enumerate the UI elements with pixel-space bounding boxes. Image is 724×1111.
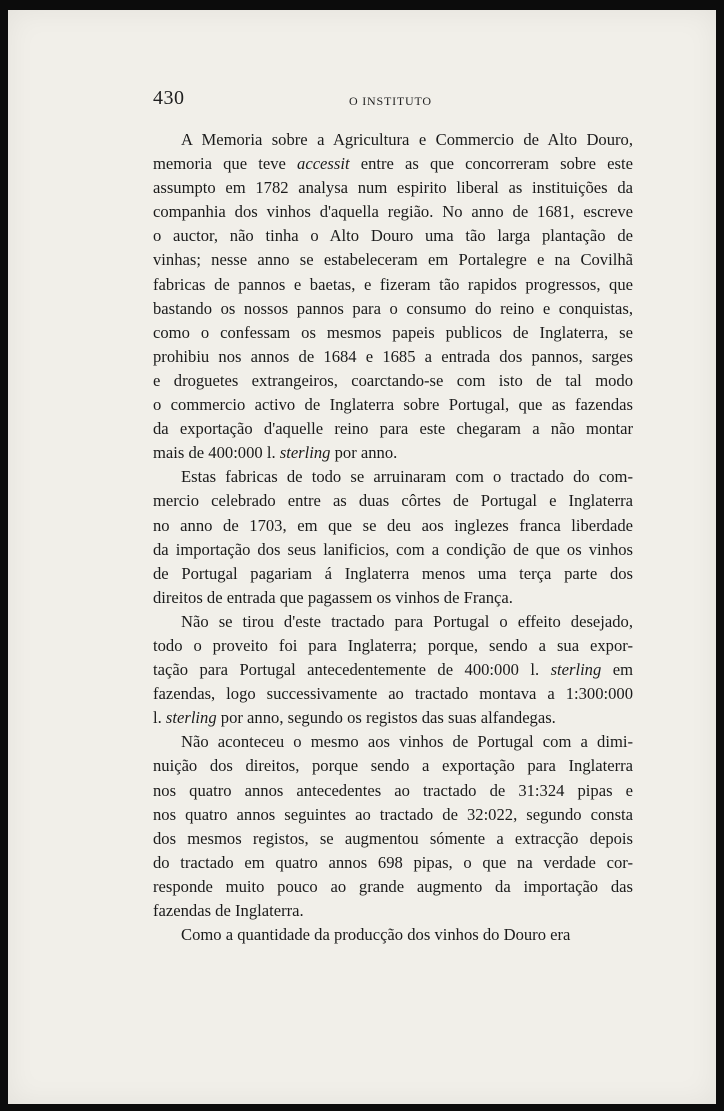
text-line: da importação dos seus lanificios, com a condição de que os vinhos [153, 539, 633, 559]
text-line: responde muito pouco ao grande augmento da importação das [153, 876, 633, 896]
paragraph [153, 610, 633, 730]
text-line: mercio celebrado entre as duas côrtes de Portugal e Inglaterra [153, 491, 633, 511]
text-line: tação para Portugal antecedentemente de 400:000 l. sterling em [153, 660, 633, 680]
text-line: fabricas de pannos e baetas, e fizeram tão rapidos progressos, que [153, 274, 633, 294]
text-line: mais de 400:000 l. sterling por anno. [153, 443, 398, 463]
text-line: Como a quantidade da producção dos vinhos do Douro era [181, 925, 571, 945]
text-line: dos mesmos registos, se augmentou sómente a extracção depois [153, 828, 633, 848]
text-line: A Memoria sobre a Agricultura e Commercio de Alto Douro, [181, 130, 633, 149]
text-line: como o confessam os mesmos papeis publicos de Inglaterra, se [153, 322, 633, 342]
text-line: fazendas de Inglaterra. [153, 901, 304, 920]
running-title: O INSTITUTO [349, 94, 432, 108]
text-line: Não se tirou d'este tractado para Portugal o effeito desejado, [181, 611, 633, 631]
text-line: nos quatro annos antecedentes ao tractado de 31:324 pipas e [153, 780, 633, 800]
text-line: direitos de entrada que pagassem os vinhos de França. [153, 587, 513, 607]
text-line: l. sterling por anno, segundo os registos das suas alfandegas. [153, 708, 556, 728]
text-line: memoria que teve accessit entre as que concorreram sobre este [153, 154, 633, 174]
text-line: assumpto em 1782 analysa num espirito liberal as instituições da [153, 178, 633, 198]
text-line: todo o proveito foi para Inglaterra; porque, sendo a sua expor- [153, 635, 633, 655]
text-line: do tractado em quatro annos 698 pipas, o que na verdade cor- [153, 852, 633, 872]
text-line: Estas fabricas de todo se arruinaram com o tractado do com- [181, 467, 633, 487]
book-page [8, 10, 716, 1104]
text-line: nos quatro annos seguintes ao tractado de 32:022, segundo consta [153, 804, 633, 824]
paragraph [153, 128, 633, 465]
page-header [153, 87, 633, 111]
text-line: nuição dos direitos, porque sendo a exportação para Inglaterra [153, 756, 633, 776]
text-line: vinhas; nesse anno se estabeleceram em Portalegre e na Covilhã [153, 250, 633, 270]
paragraph [153, 465, 633, 610]
paragraph [153, 923, 633, 947]
text-line: Não aconteceu o mesmo aos vinhos de Portugal com a dimi- [181, 732, 633, 752]
page-number: 430 [153, 87, 185, 109]
text-line: de Portugal pagariam á Inglaterra menos uma terça parte dos [153, 563, 633, 583]
text-line: e droguetes extrangeiros, coarctando-se com isto de tal modo [153, 370, 633, 390]
paragraph [153, 730, 633, 923]
text-line: fazendas, logo successivamente ao tractado montava a 1:300:000 [153, 684, 633, 704]
text-line: bastando os nossos pannos para o consumo do reino e conquistas, [153, 298, 633, 318]
text-line: no anno de 1703, em que se deu aos inglezes franca liberdade [153, 515, 633, 535]
text-line: prohibiu nos annos de 1684 e 1685 a entrada dos pannos, sarges [153, 346, 633, 366]
body-text [153, 128, 633, 947]
text-line: companhia dos vinhos d'aquella região. No anno de 1681, escreve [153, 202, 633, 222]
text-line: o auctor, não tinha o Alto Douro uma tão larga plantação de [153, 226, 633, 246]
text-line: o commercio activo de Inglaterra sobre Portugal, que as fazendas [153, 395, 633, 415]
text-line: da exportação d'aquelle reino para este chegaram a não montar [153, 419, 633, 439]
